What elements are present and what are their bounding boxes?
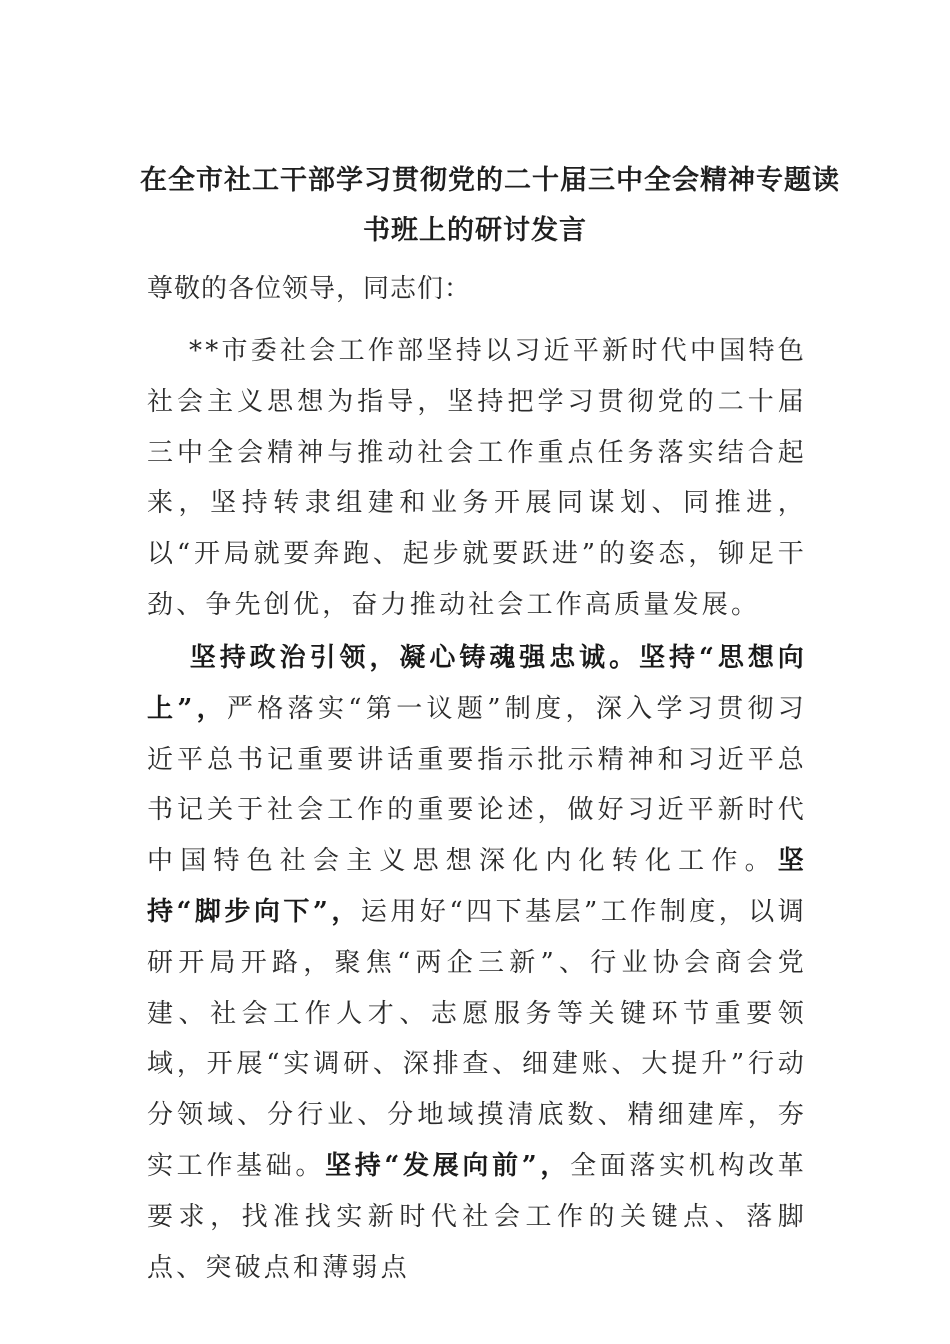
point-3-text: 全面落实机构改革要求，找准找实新时代社会工作的关键点、落脚点、突破点和薄弱点	[147, 1150, 807, 1283]
intro-text: **市委社会工作部坚持以习近平新时代中国特色社会主义思想为指导，坚持把学习贯彻党的二十届三中全会精神与推动社会工作重点任务落实结合起来，坚持转隶组建和业务开展同谋划、同推进，以“开局就要奔跑、起步就要跃进”的姿态，铆足干劲、争先创优，奋力推动社会工作高质量发展。	[147, 336, 807, 620]
document-title-line-1: 在全市社工干部学习贯彻党的二十届三中全会精神专题读	[140, 165, 840, 196]
point-3-heading: 坚持“发展向前”，	[325, 1150, 571, 1181]
section-1-heading: 坚持政治引领，凝心铸魂强忠诚。	[189, 643, 640, 673]
section-1-paragraph	[147, 633, 807, 1293]
intro-paragraph	[147, 326, 807, 631]
point-1-text: 严格落实“第一议题”制度，深入学习贯彻习近平总书记重要讲话重要指示批示精神和习近平总书记关于社会工作的重要论述，做好习近平新时代中国特色社会主义思想深化内化转化工作。	[147, 693, 807, 877]
document-title-line-2: 书班上的研讨发言	[363, 215, 587, 246]
point-2-text: 运用好“四下基层”工作制度，以调研开局开路，聚焦“两企三新”、行业协会商会党建、社会工作人才、志愿服务等关键环节重要领域，开展“实调研、深排查、细建账、大提升”行动分领域、分行业、分地域摸清底数、精细建库，夯实工作基础。	[147, 896, 807, 1181]
point-2-heading: 坚持“脚步向下”，	[147, 846, 807, 927]
point-1-heading: 坚持“思想向上”，	[147, 643, 807, 724]
salutation: 尊敬的各位领导，同志们：	[147, 274, 472, 304]
